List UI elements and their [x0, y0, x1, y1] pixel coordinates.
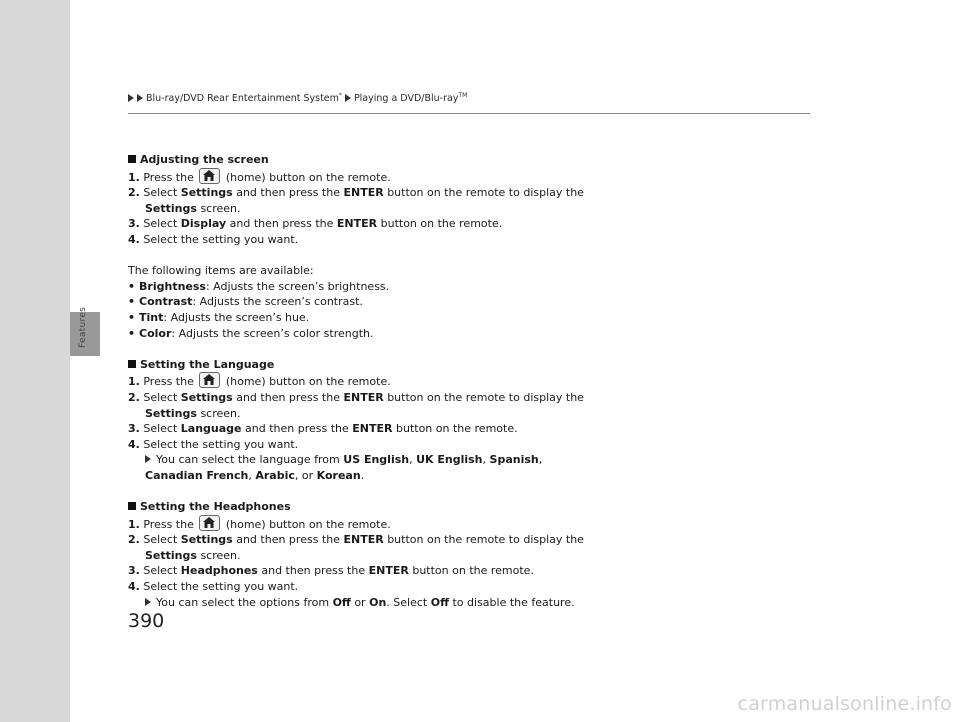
- step-continuation: Settings screen.: [145, 548, 241, 562]
- home-icon: [199, 168, 220, 184]
- section-title-headphones: Setting the Headphones: [128, 499, 768, 515]
- step-continuation: Settings screen.: [145, 406, 241, 420]
- note-continuation: Canadian French, Arabic, or Korean.: [145, 468, 365, 482]
- step: 3. Select Display and then press the ENTER button on the remote.: [128, 217, 503, 231]
- breadcrumb: [128, 92, 467, 104]
- bullet-dot-icon: •: [128, 295, 136, 309]
- breadcrumb-arrow-icon: [345, 94, 351, 102]
- bullet-dot-icon: •: [128, 279, 136, 293]
- sidebar-chapter-label: Features: [78, 306, 88, 348]
- step-continuation: Settings screen.: [145, 201, 241, 215]
- breadcrumb-item-system[interactable]: Blu-ray/DVD Rear Entertainment System: [146, 93, 339, 105]
- home-icon: [199, 372, 220, 388]
- step: 3. Select Headphones and then press the ENTER button on the remote.: [128, 564, 534, 578]
- breadcrumb-arrow-icon: [137, 94, 143, 102]
- breadcrumb-trademark: TM: [458, 92, 468, 99]
- step: 4. Select the setting you want.: [128, 232, 299, 246]
- step: 2. Select Settings and then press the ENTER button on the remote to display the: [128, 533, 584, 547]
- bullet-dot-icon: •: [128, 310, 136, 324]
- note-arrow-icon: [145, 598, 151, 606]
- list-item: • Brightness: Adjusts the screen’s brightness.: [128, 279, 390, 293]
- breadcrumb-arrow-icon: [128, 94, 134, 102]
- step: 1. Press the (home) button on the remote.: [128, 515, 768, 533]
- note: You can select the language from US English, UK English, Spanish,: [128, 452, 768, 468]
- step: 2. Select Settings and then press the ENTER button on the remote to display the: [128, 186, 584, 200]
- square-bullet-icon: [128, 502, 136, 510]
- bullet-dot-icon: •: [128, 326, 136, 340]
- list-item: • Color: Adjusts the screen’s color strength.: [128, 326, 374, 340]
- page-content: [128, 152, 768, 610]
- step: 1. Press the (home) button on the remote.: [128, 168, 768, 186]
- step: 3. Select Language and then press the ENTER button on the remote.: [128, 422, 518, 436]
- breadcrumb-item-playing[interactable]: Playing a DVD/Blu-ray: [353, 93, 459, 105]
- sidebar: [0, 0, 70, 722]
- list-item: • Tint: Adjusts the screen’s hue.: [128, 310, 310, 324]
- home-icon: [199, 515, 220, 531]
- step: 4. Select the setting you want.: [128, 437, 299, 451]
- step: 1. Press the (home) button on the remote.: [128, 372, 768, 390]
- breadcrumb-asterisk: *: [338, 92, 342, 99]
- section-title-language: Setting the Language: [128, 357, 768, 373]
- step: 4. Select the setting you want.: [128, 580, 299, 594]
- watermark: carmanualsonline.info: [737, 693, 952, 715]
- step: 2. Select Settings and then press the ENTER button on the remote to display the: [128, 390, 584, 404]
- note: You can select the options from Off or On. Select Off to disable the feature.: [128, 595, 768, 611]
- section-title-screen: Adjusting the screen: [128, 152, 768, 168]
- list-item: • Contrast: Adjusts the screen’s contrast.: [128, 295, 363, 309]
- page-number: 390: [128, 610, 165, 632]
- note-arrow-icon: [145, 455, 151, 463]
- header-divider: [128, 113, 810, 114]
- square-bullet-icon: [128, 155, 136, 163]
- items-intro: The following items are available:: [128, 264, 314, 278]
- square-bullet-icon: [128, 360, 136, 368]
